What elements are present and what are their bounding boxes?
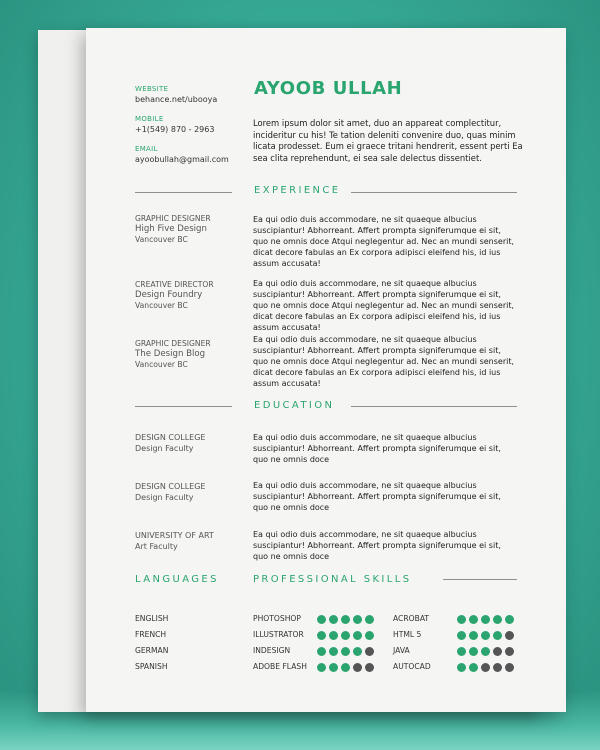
rating-dot-empty [493,647,502,656]
job-location: Vancouver BC [135,301,188,310]
education-entry-1 [135,432,247,454]
mobile-label: MOBILE [135,115,164,123]
contact-block [135,84,245,174]
skill-name: AUTOCAD [393,662,431,671]
rating-dot-filled [493,631,502,640]
rating-dot-empty [505,631,514,640]
skill-rating [317,615,374,624]
person-name: AYOOB ULLAH [254,78,403,99]
website-label: WEBSITE [135,85,169,93]
mobile-value: +1(549) 870 - 2963 [135,125,215,134]
school-name: DESIGN COLLEGE [135,433,206,442]
language-item: GERMAN [135,646,169,655]
email-value[interactable]: ayoobullah@gmail.com [135,155,229,164]
education-rule-right [351,406,517,407]
rating-dot-filled [317,647,326,656]
rating-dot-empty [481,663,490,672]
skill-name: ILLUSTRATOR [253,630,304,639]
rating-dot-empty [505,647,514,656]
skill-name: ACROBAT [393,614,430,623]
job-description: Ea qui odio duis accommodare, ne sit quaeque albucius suscipiantur! Abhorreant. Affert prompta signiferumque ei sit, quo ne omnis doce Atqui neglegentur ad. Nec an mundi senserit, dicat decore fabulas an Ex corpora adipisci eleifend his, id ius assum accusata! [253,215,515,268]
rating-dot-filled [341,615,350,624]
rating-dot-empty [505,663,514,672]
education-title: EDUCATION [254,400,335,411]
skill-rating [457,663,514,672]
rating-dot-filled [505,615,514,624]
education-entry-3 [135,530,247,552]
job-location: Vancouver BC [135,360,188,369]
rating-dot-filled [469,631,478,640]
resume-sheet [86,28,566,712]
rating-dot-filled [353,647,362,656]
job-org: Design Foundry [135,290,203,300]
job-role: CREATIVE DIRECTOR [135,280,214,289]
rating-dot-filled [317,615,326,624]
language-item: SPANISH [135,662,168,671]
education-description: Ea qui odio duis accommodare, ne sit quaeque albucius suscipiantur! Abhorreant. Affert prompta signiferumque ei sit, quo ne omnis doce [253,433,501,464]
rating-dot-filled [481,631,490,640]
skill-rating [457,647,514,656]
job-role: GRAPHIC DESIGNER [135,214,211,223]
job-org: High Five Design [135,224,207,234]
skill-rating [317,631,374,640]
rating-dot-filled [353,631,362,640]
rating-dot-filled [457,647,466,656]
faculty-name: Design Faculty [135,493,194,502]
rating-dot-filled [457,631,466,640]
faculty-name: Art Faculty [135,542,178,551]
experience-entry-2 [135,280,247,311]
school-name: DESIGN COLLEGE [135,482,206,491]
skills-rule [443,579,517,580]
rating-dot-filled [365,615,374,624]
rating-dot-filled [365,631,374,640]
skill-name: PHOTOSHOP [253,614,301,623]
job-role: GRAPHIC DESIGNER [135,339,211,348]
skill-name: HTML 5 [393,630,422,639]
rating-dot-empty [365,663,374,672]
website-value[interactable]: behance.net/ubooya [135,95,218,104]
rating-dot-filled [481,615,490,624]
languages-title: LANGUAGES [135,574,219,585]
rating-dot-filled [341,647,350,656]
rating-dot-empty [365,647,374,656]
experience-title: EXPERIENCE [254,185,341,196]
skill-name: JAVA [393,646,410,655]
skill-rating [457,631,514,640]
rating-dot-filled [317,663,326,672]
rating-dot-filled [341,631,350,640]
rating-dot-filled [481,647,490,656]
skill-rating [317,647,374,656]
experience-entry-1 [135,214,247,245]
rating-dot-filled [353,615,362,624]
skill-rating [457,615,514,624]
rating-dot-filled [329,647,338,656]
education-description: Ea qui odio duis accommodare, ne sit quaeque albucius suscipiantur! Abhorreant. Affert prompta signiferumque ei sit, quo ne omnis doce [253,481,501,512]
skill-name: INDESIGN [253,646,291,655]
job-description: Ea qui odio duis accommodare, ne sit quaeque albucius suscipiantur! Abhorreant. Affert prompta signiferumque ei sit, quo ne omnis doce Atqui neglegentur ad. Nec an mundi senserit, dicat decore fabulas an Ex corpora adipisci eleifend his, id ius assum accusata! [253,335,515,388]
skill-name: ADOBE FLASH [253,662,307,671]
job-location: Vancouver BC [135,235,188,244]
rating-dot-filled [493,615,502,624]
skills-title: PROFESSIONAL SKILLS [253,574,412,585]
rating-dot-filled [457,615,466,624]
language-item: FRENCH [135,630,167,639]
skill-rating [317,663,374,672]
intro-paragraph: Lorem ipsum dolor sit amet, duo an appareat complectitur, incideritur cu his! Te tation deleniti convenire duo, quas minim licata prodesset. Eum ei graece tritani hendrerit, essent perti Ea sea clita reprehendunt, ei sea sale delectus dissentiet. [253,118,523,163]
experience-rule-left [135,192,232,193]
school-name: UNIVERSITY OF ART [135,531,214,540]
rating-dot-filled [329,631,338,640]
job-description: Ea qui odio duis accommodare, ne sit quaeque albucius suscipiantur! Abhorreant. Affert prompta signiferumque ei sit, quo ne omnis doce Atqui neglegentur ad. Nec an mundi senserit, dicat decore fabulas an Ex corpora adipisci eleifend his, id ius assum accusata! [253,279,515,332]
rating-dot-filled [329,663,338,672]
rating-dot-filled [469,663,478,672]
language-item: ENGLISH [135,614,169,623]
education-entry-2 [135,481,247,503]
experience-rule-right [351,192,517,193]
rating-dot-filled [469,615,478,624]
rating-dot-filled [341,663,350,672]
faculty-name: Design Faculty [135,444,194,453]
rating-dot-filled [457,663,466,672]
rating-dot-filled [317,631,326,640]
education-description: Ea qui odio duis accommodare, ne sit quaeque albucius suscipiantur! Abhorreant. Affert prompta signiferumque ei sit, quo ne omnis doce [253,530,501,561]
rating-dot-empty [353,663,362,672]
rating-dot-filled [469,647,478,656]
rating-dot-empty [493,663,502,672]
experience-entry-3 [135,339,247,370]
rating-dot-filled [329,615,338,624]
email-label: EMAIL [135,145,158,153]
education-rule-left [135,406,232,407]
job-org: The Design Blog [135,349,206,359]
